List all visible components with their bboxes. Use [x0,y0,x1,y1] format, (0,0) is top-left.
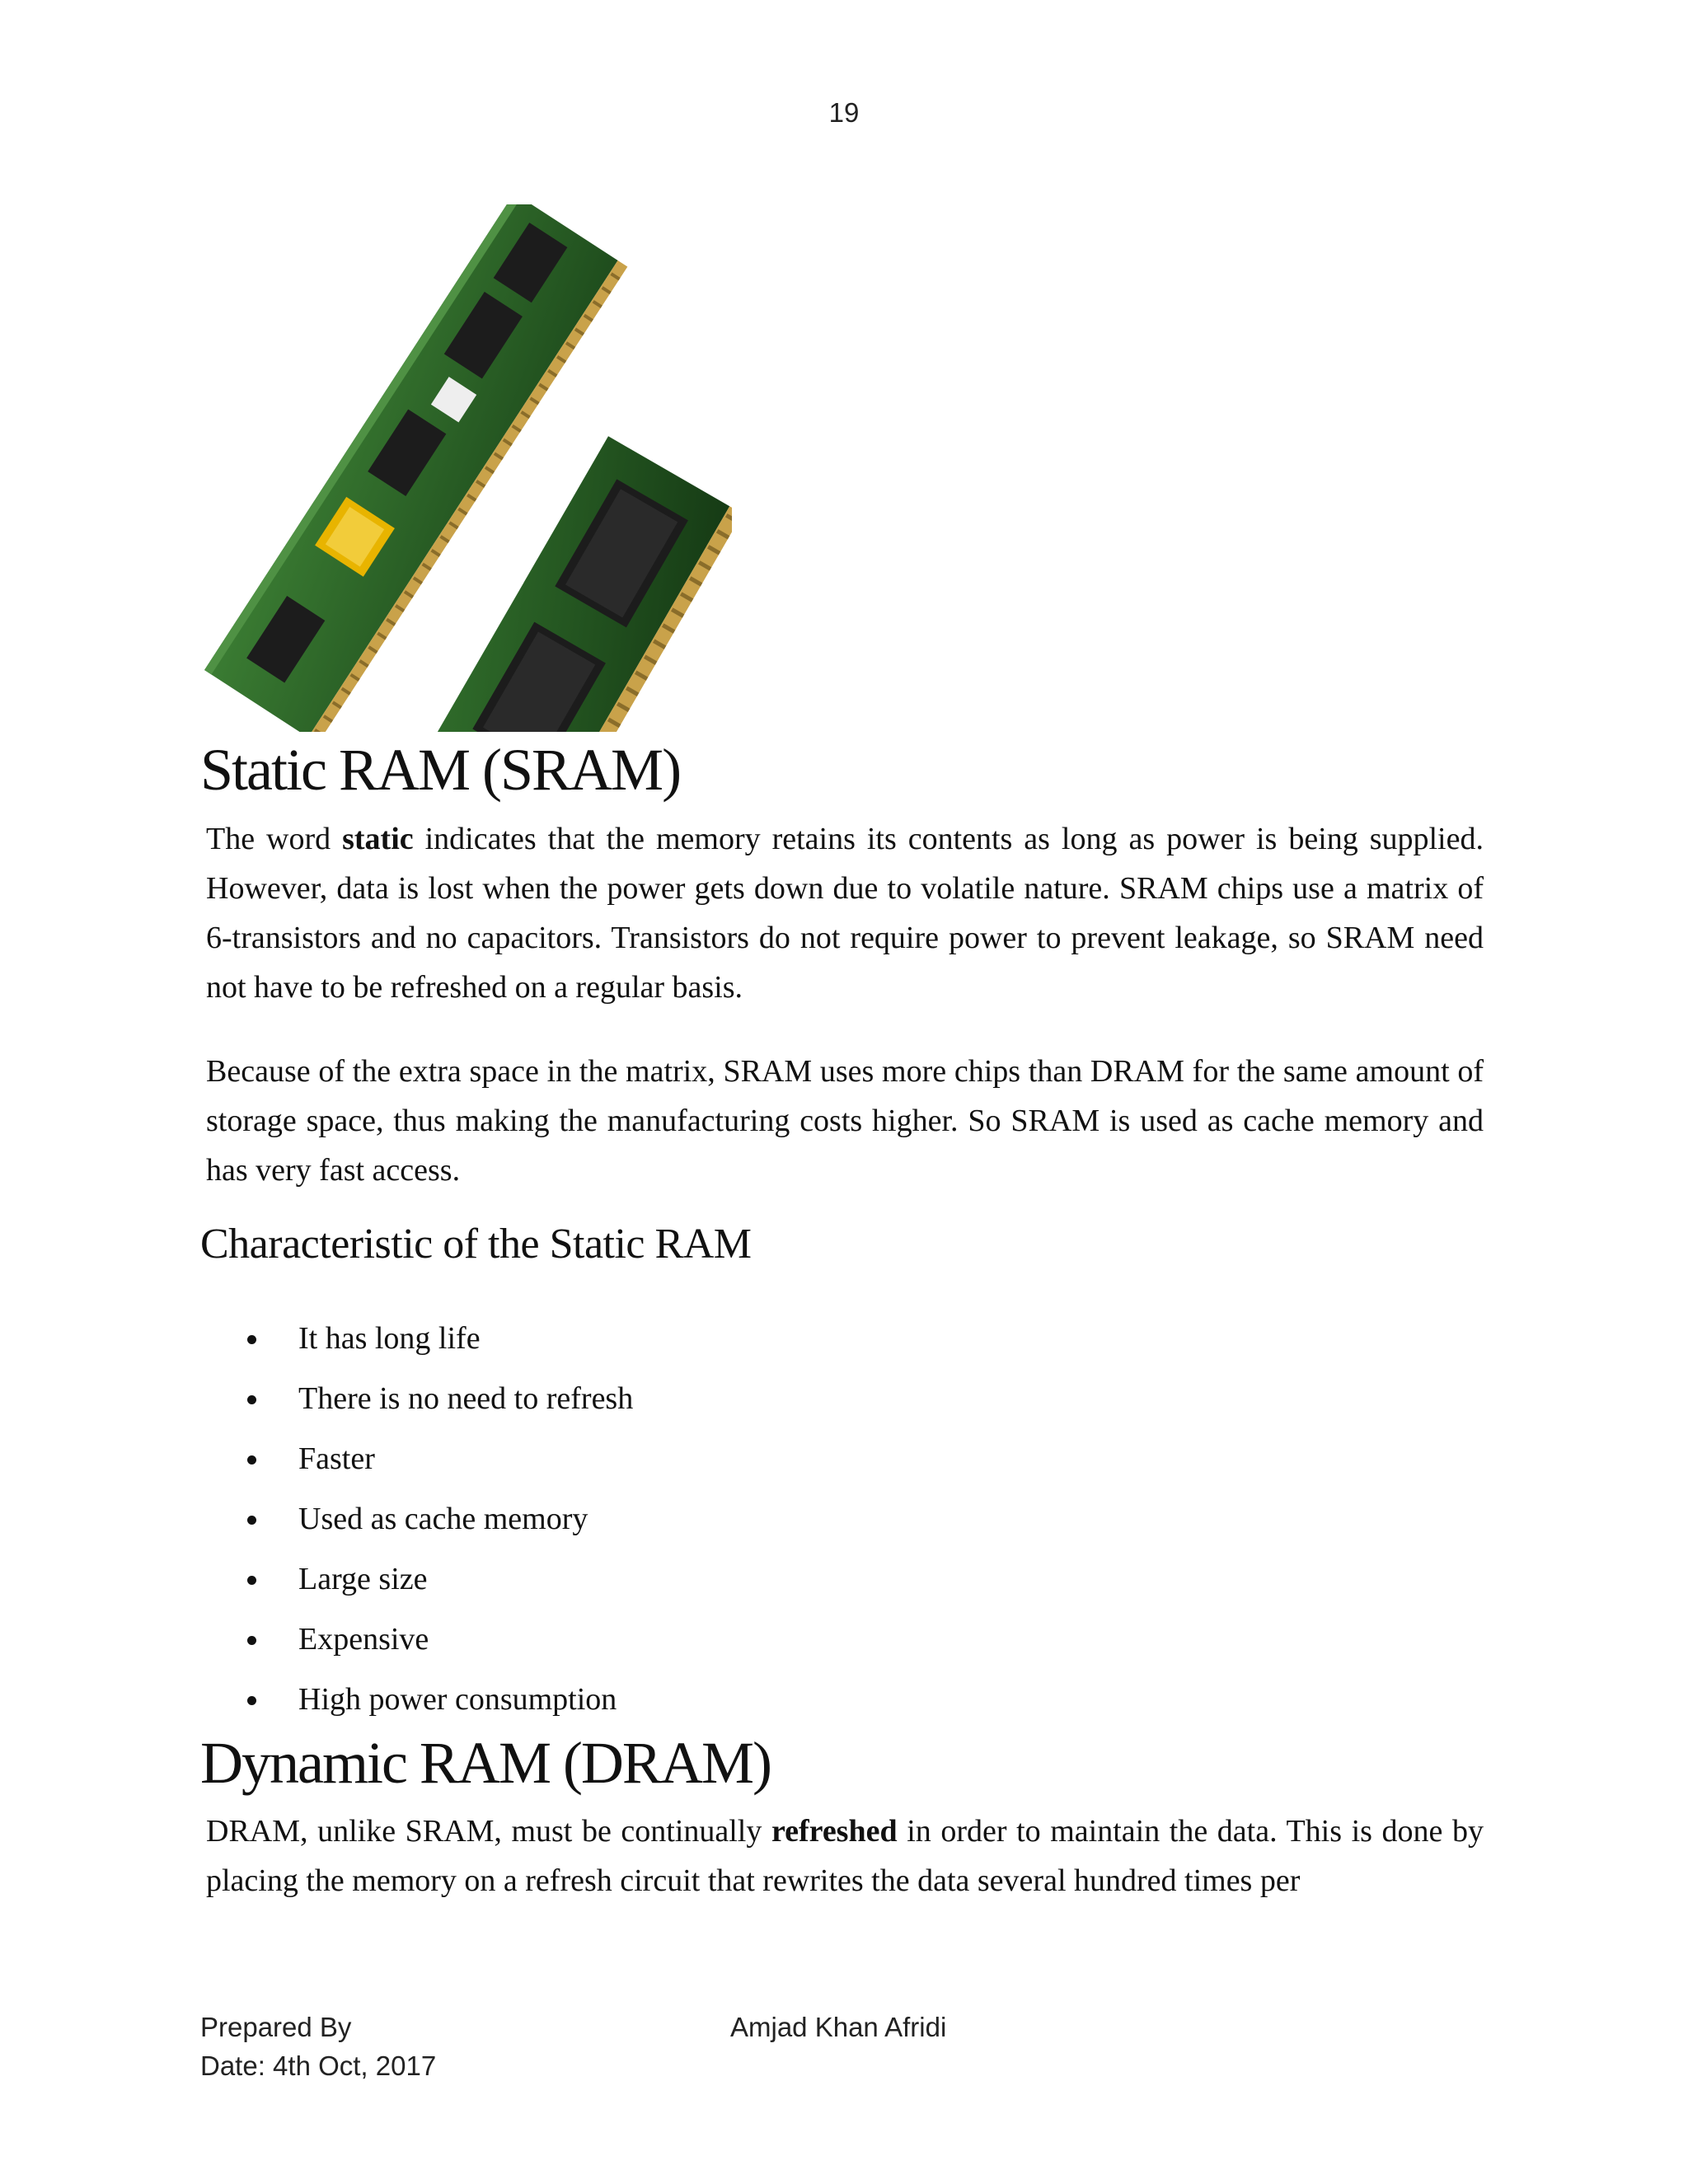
bullet-icon [247,1636,256,1645]
bullet-icon [247,1696,256,1705]
list-item: It has long life [247,1314,633,1374]
list-item: Large size [247,1554,633,1615]
list-item: High power consumption [247,1675,633,1735]
characteristics-list [247,1314,633,1735]
ram-modules-icon [196,204,732,732]
bullet-icon [247,1576,256,1585]
bold-term-static: static [342,822,414,856]
bullet-icon [247,1335,256,1344]
sram-paragraph-1: The word static indicates that the memory retains its contents as long as power is being supplied. However, data is lost when the power gets down due to volatile nature. SRAM chips use a matrix of 6-transistors and no capacitors. Transistors do not require power to prevent leakage, so SRAM need not have to be refreshed on a regular basis. [206,822,1484,1005]
footer-prepared-by: Prepared By [200,2012,352,2042]
list-item: There is no need to refresh [247,1374,633,1434]
dram-heading: Dynamic RAM (DRAM) [200,1730,771,1796]
footer-author: Amjad Khan Afridi [730,2012,947,2042]
dram-paragraph-1: DRAM, unlike SRAM, must be continually refreshed in order to maintain the data. This is done by placing the memory on a refresh circuit that rewrites the data several hundred times per [206,1814,1484,1898]
sram-paragraph-2: Because of the extra space in the matrix, SRAM uses more chips than DRAM for the same amount of storage space, thus making the manufacturing costs higher. So SRAM is used as cache memory and has very fast access. [206,1054,1484,1188]
bullet-icon [247,1395,256,1404]
bullet-icon [247,1516,256,1525]
bold-term-refreshed: refreshed [771,1814,898,1849]
list-item: Faster [247,1434,633,1494]
sram-heading: Static RAM (SRAM) [200,737,681,803]
list-item: Expensive [247,1615,633,1675]
list-item: Used as cache memory [247,1494,633,1554]
bullet-icon [247,1455,256,1465]
footer-date: Date: 4th Oct, 2017 [200,2050,437,2081]
page-number: 19 [828,97,860,128]
characteristics-heading: Characteristic of the Static RAM [200,1221,752,1268]
